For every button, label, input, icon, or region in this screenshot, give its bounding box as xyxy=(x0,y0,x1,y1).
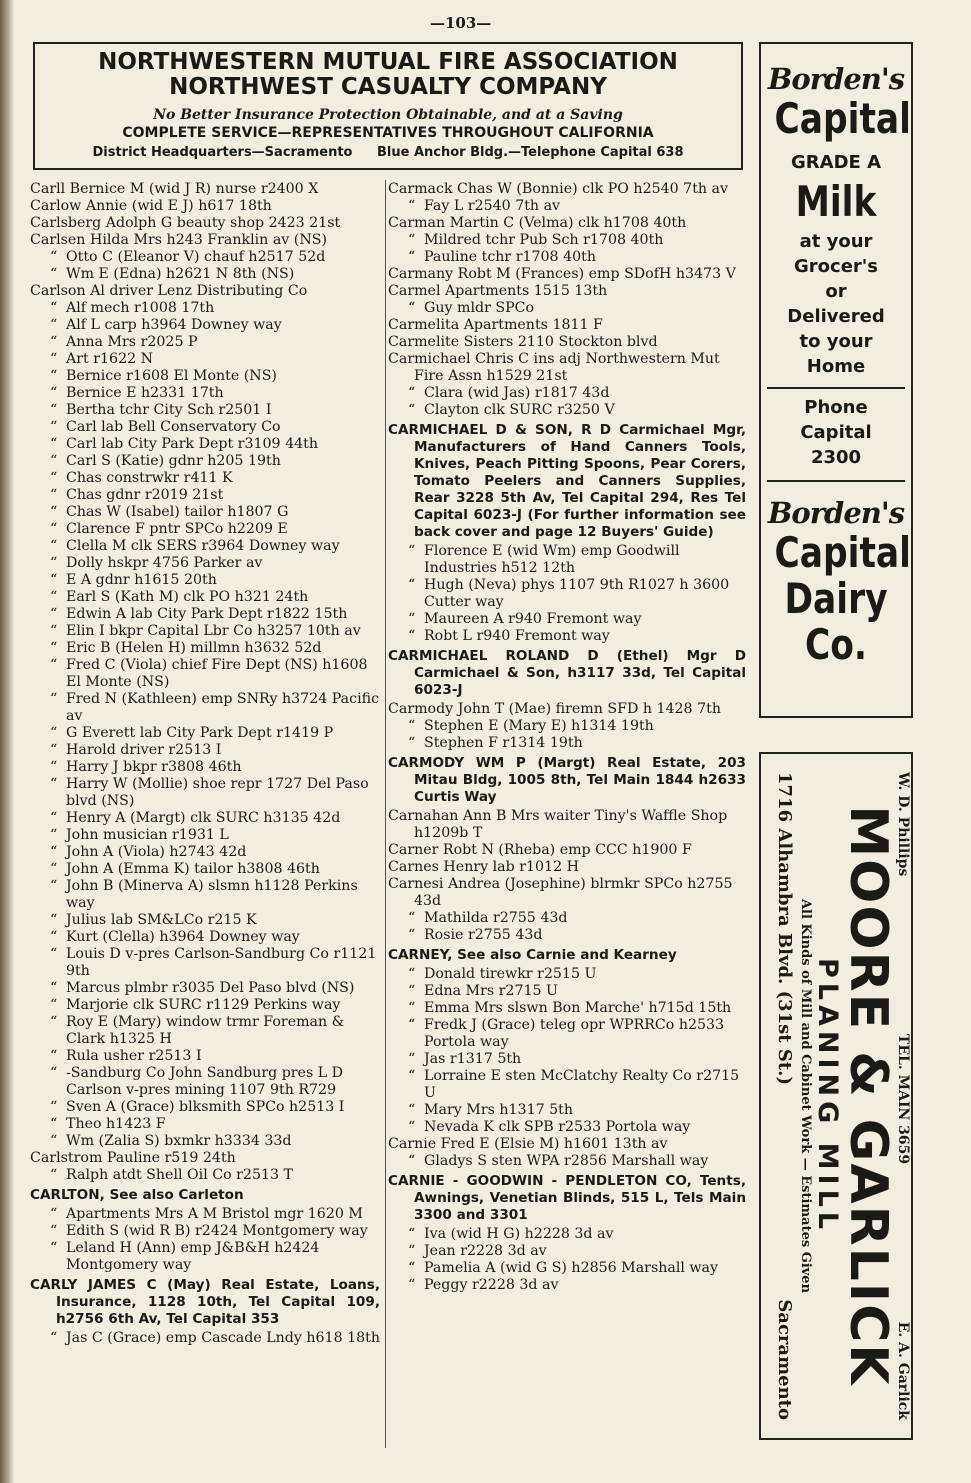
directory-entry: “ Apartments Mrs A M Bristol mgr 1620 M xyxy=(30,1206,380,1223)
directory-entry: “ Donald tirewkr r2515 U xyxy=(388,966,746,983)
moore-garlick-advertisement xyxy=(759,752,913,1440)
directory-entry: “ Fredk J (Grace) teleg opr WPRRCo h2533 Portola way xyxy=(388,1017,746,1051)
directory-entry: “ Stephen F r1314 19th xyxy=(388,735,746,752)
directory-entry: “ Sven A (Grace) blksmith SPCo h2513 I xyxy=(30,1099,380,1116)
milk-word: Milk xyxy=(795,177,877,226)
header-ad-office: Blue Anchor Bldg.—Telephone Capital 638 xyxy=(377,145,684,160)
directory-entry: “ Bertha tchr City Sch r2501 I xyxy=(30,402,380,419)
directory-entry: Carlow Annie (wid E J) h617 18th xyxy=(30,198,272,214)
header-ad-tagline: No Better Insurance Protection Obtainable, and at a Saving xyxy=(153,107,623,123)
directory-entry: “ Alf L carp h3964 Downey way xyxy=(30,317,380,334)
directory-entry: “ Kurt (Clella) h3964 Downey way xyxy=(30,929,380,946)
directory-entry: “ Florence E (wid Wm) emp Goodwill Industries h512 12th xyxy=(388,543,746,577)
header-ad-service: COMPLETE SERVICE—REPRESENTATIVES THROUGHOUT CALIFORNIA xyxy=(122,125,654,141)
directory-entry: CARLTON, See also Carleton xyxy=(30,1187,244,1203)
directory-entry: “ Leland H (Ann) emp J&B&H h2424 Montgomery way xyxy=(30,1240,380,1274)
directory-entry: “ John A (Viola) h2743 42d xyxy=(30,844,380,861)
ad-separator xyxy=(767,387,905,389)
directory-entry: “ Bernice r1608 El Monte (NS) xyxy=(30,368,380,385)
directory-entry: “ Chas W (Isabel) tailor h1807 G xyxy=(30,504,380,521)
directory-entry: “ Marcus plmbr r3035 Del Paso blvd (NS) xyxy=(30,980,380,997)
directory-entry: Carll Bernice M (wid J R) nurse r2400 X xyxy=(30,181,319,197)
directory-entry: Carmelita Apartments 1811 F xyxy=(388,317,603,333)
directory-entry: “ Clarence F pntr SPCo h2209 E xyxy=(30,521,380,538)
or-text: or xyxy=(825,281,847,302)
column-divider xyxy=(385,180,386,1448)
directory-entry: Carlstrom Pauline r519 24th xyxy=(30,1150,236,1166)
moore-garlick-name: MOORE & GARLICK xyxy=(838,805,898,1387)
grocers-text: Grocer's xyxy=(794,256,878,277)
directory-entry: “ Clella M clk SERS r3964 Downey way xyxy=(30,538,380,555)
directory-entry: “ Marjorie clk SURC r1129 Perkins way xyxy=(30,997,380,1014)
directory-entry: CARLY JAMES C (May) Real Estate, Loans, Insurance, 1128 10th, Tel Capital 109, h2756 6th Av, Tel Capital 353 xyxy=(30,1277,380,1327)
ad-separator xyxy=(767,480,905,482)
page-binding-edge xyxy=(0,0,14,1483)
directory-entry: “ Iva (wid H G) h2228 3d av xyxy=(388,1226,746,1243)
directory-entry: “ Guy mldr SPCo xyxy=(388,300,746,317)
directory-entry: “ Harry W (Mollie) shoe repr 1727 Del Paso blvd (NS) xyxy=(30,776,380,810)
directory-entry: “ Clara (wid Jas) r1817 43d xyxy=(388,385,746,402)
directory-entry: CARMICHAEL ROLAND D (Ethel) Mgr D Carmichael & Son, h3117 33d, Tel Capital 6023-J xyxy=(388,648,746,698)
directory-entry: Carmany Robt M (Frances) emp SDofH h3473 V xyxy=(388,266,736,282)
directory-entry: Carmel Apartments 1515 13th xyxy=(388,283,608,299)
directory-entry: “ Rula usher r2513 I xyxy=(30,1048,380,1065)
directory-entry: “ Emma Mrs slswn Bon Marche' h715d 15th xyxy=(388,1000,746,1017)
directory-entry: “ Bernice E h2331 17th xyxy=(30,385,380,402)
at-your-text: at your xyxy=(799,231,873,252)
directory-entry: Carlsberg Adolph G beauty shop 2423 21st xyxy=(30,215,341,231)
directory-entry: “ Fred C (Viola) chief Fire Dept (NS) h1608 El Monte (NS) xyxy=(30,657,380,691)
directory-entry: CARNIE - GOODWIN - PENDLETON CO, Tents, Awnings, Venetian Blinds, 515 L, Tels Main 3300 and 3301 xyxy=(388,1173,746,1223)
directory-entry: “ Jean r2228 3d av xyxy=(388,1243,746,1260)
moore-city: Sacramento xyxy=(774,1299,795,1420)
directory-entry: “ John B (Minerva A) slsmn h1128 Perkins way xyxy=(30,878,380,912)
directory-entry: Carmody John T (Mae) firemn SFD h 1428 7th xyxy=(388,701,721,717)
directory-entry: “ Nevada K clk SPB r2533 Portola way xyxy=(388,1119,746,1136)
directory-entry: “ Eric B (Helen H) millmn h3632 52d xyxy=(30,640,380,657)
directory-entry: “ Fay L r2540 7th av xyxy=(388,198,746,215)
directory-entry: Carnes Henry lab r1012 H xyxy=(388,859,579,875)
directory-entry: “ John A (Emma K) tailor h3808 46th xyxy=(30,861,380,878)
directory-entry: Carnie Fred E (Elsie M) h1601 13th av xyxy=(388,1136,668,1152)
directory-entry: Carnahan Ann B Mrs waiter Tiny's Waffle Shop h1209b T xyxy=(388,808,728,841)
phone-label: Phone xyxy=(804,397,868,418)
directory-entry: “ Carl lab City Park Dept r3109 44th xyxy=(30,436,380,453)
phone-number: 2300 xyxy=(810,447,862,468)
header-ad-title: NORTHWESTERN MUTUAL FIRE ASSOCIATION xyxy=(98,49,678,75)
directory-entry: “ Jas r1317 5th xyxy=(388,1051,746,1068)
directory-entry: “ Theo h1423 F xyxy=(30,1116,380,1133)
phone-exchange: Capital xyxy=(800,422,872,443)
directory-entry: “ Rosie r2755 43d xyxy=(388,927,746,944)
directory-entry: “ Chas constrwkr r411 K xyxy=(30,470,380,487)
directory-entry: “ Roy E (Mary) window trmr Foreman & Clark h1325 H xyxy=(30,1014,380,1048)
tel-main: TEL. MAIN 3659 xyxy=(895,1033,911,1165)
moore-address: 1716 Alhambra Blvd. (31st St.) xyxy=(774,772,795,1085)
to-your-text: to your xyxy=(799,331,873,352)
directory-entry: “ Wm (Zalia S) bxmkr h3334 33d xyxy=(30,1133,380,1150)
directory-entry: “ Gladys S sten WPA r2856 Marshall way xyxy=(388,1153,746,1170)
directory-entry: “ Fred N (Kathleen) emp SNRy h3724 Pacific av xyxy=(30,691,380,725)
delivered-text: Delivered xyxy=(787,306,885,327)
page-number: —103— xyxy=(430,14,492,32)
grade-a-label: GRADE A xyxy=(791,152,881,173)
bordens-brand-bottom: Borden's xyxy=(767,496,905,530)
directory-entry: Carlsen Hilda Mrs h243 Franklin av (NS) xyxy=(30,232,328,248)
directory-entry: “ Chas gdnr r2019 21st xyxy=(30,487,380,504)
dairy-word: Dairy xyxy=(784,574,888,623)
directory-column-left xyxy=(30,181,380,1347)
moore-bottom-line xyxy=(774,766,795,1426)
owner-phillips: W. D. Phillips xyxy=(895,772,911,877)
header-ad-district-line xyxy=(35,144,741,161)
directory-entry: “ E A gdnr h1615 20th xyxy=(30,572,380,589)
bordens-brand-top: Borden's xyxy=(767,62,905,96)
directory-entry: “ John musician r1931 L xyxy=(30,827,380,844)
directory-entry: “ Alf mech r1008 17th xyxy=(30,300,380,317)
directory-entry: “ Carl lab Bell Conservatory Co xyxy=(30,419,380,436)
directory-entry: “ Mathilda r2755 43d xyxy=(388,910,746,927)
directory-entry: “ Lorraine E sten McClatchy Realty Co r2715 U xyxy=(388,1068,746,1102)
directory-entry: “ Pauline tchr r1708 40th xyxy=(388,249,746,266)
header-advertisement xyxy=(33,42,743,170)
directory-entry: “ Mildred tchr Pub Sch r1708 40th xyxy=(388,232,746,249)
directory-entry: “ Elin I bkpr Capital Lbr Co h3257 10th av xyxy=(30,623,380,640)
directory-entry: “ Dolly hskpr 4756 Parker av xyxy=(30,555,380,572)
directory-entry: Carman Martin C (Velma) clk h1708 40th xyxy=(388,215,687,231)
directory-entry: “ Henry A (Margt) clk SURC h3135 42d xyxy=(30,810,380,827)
owner-garlick: E. A. Garlick xyxy=(895,1321,911,1420)
directory-entry: “ Art r1622 N xyxy=(30,351,380,368)
planing-mill: PLANING MILL xyxy=(812,957,843,1234)
directory-entry: “ Wm E (Edna) h2621 N 8th (NS) xyxy=(30,266,380,283)
directory-entry: “ Mary Mrs h1317 5th xyxy=(388,1102,746,1119)
directory-entry: “ Ralph atdt Shell Oil Co r2513 T xyxy=(30,1167,380,1184)
header-ad-district: District Headquarters—Sacramento xyxy=(92,145,353,160)
directory-entry: “ Edwin A lab City Park Dept r1822 15th xyxy=(30,606,380,623)
directory-entry: “ Maureen A r940 Fremont way xyxy=(388,611,746,628)
directory-entry: “ Hugh (Neva) phys 1107 9th R1027 h 3600 Cutter way xyxy=(388,577,746,611)
directory-entry: “ Louis D v-pres Carlson-Sandburg Co r1121 9th xyxy=(30,946,380,980)
directory-entry: “ Julius lab SM&LCo r215 K xyxy=(30,912,380,929)
directory-entry: “ Robt L r940 Fremont way xyxy=(388,628,746,645)
directory-entry: CARMICHAEL D & SON, R D Carmichael Mgr, Manufacturers of Hand Canners Tools, Knives, Peach Pitting Spoons, Pear Corers, Tomato Peelers and Canners Supplies, Rear 3228 5th Av, Tel Capital 294, Res Tel Capital 6023-J (For further information see back cover and page 12 Buyers' Guide) xyxy=(388,422,746,540)
directory-entry: “ Anna Mrs r2025 P xyxy=(30,334,380,351)
directory-entry: “ -Sandburg Co John Sandburg pres L D Carlson v-pres mining 1107 9th R729 xyxy=(30,1065,380,1099)
mill-work-description: All Kinds of Mill and Cabinet Work — Estimates Given xyxy=(798,898,813,1294)
directory-entry: “ Clayton clk SURC r3250 V xyxy=(388,402,746,419)
directory-entry: “ Harold driver r2513 I xyxy=(30,742,380,759)
capital-word-top: Capital xyxy=(774,94,911,143)
directory-entry: “ Pamelia A (wid G S) h2856 Marshall way xyxy=(388,1260,746,1277)
bordens-advertisement xyxy=(759,42,913,718)
directory-entry: CARMODY WM P (Margt) Real Estate, 203 Mitau Bldg, 1005 8th, Tel Main 1844 h2633 Curtis Way xyxy=(388,755,746,805)
directory-entry: “ Stephen E (Mary E) h1314 19th xyxy=(388,718,746,735)
directory-entry: “ Carl S (Katie) gdnr h205 19th xyxy=(30,453,380,470)
directory-entry: “ G Everett lab City Park Dept r1419 P xyxy=(30,725,380,742)
home-text: Home xyxy=(806,356,866,377)
directory-entry: Carmichael Chris C ins adj Northwestern Mut Fire Assn h1529 21st xyxy=(388,351,720,384)
directory-entry: “ Edna Mrs r2715 U xyxy=(388,983,746,1000)
directory-entry: Carlson Al driver Lenz Distributing Co xyxy=(30,283,308,299)
header-ad-subtitle: NORTHWEST CASUALTY COMPANY xyxy=(169,74,607,100)
directory-entry: “ Earl S (Kath M) clk PO h321 24th xyxy=(30,589,380,606)
directory-entry: Carnesi Andrea (Josephine) blrmkr SPCo h2755 43d xyxy=(388,876,733,909)
directory-entry: “ Harry J bkpr r3808 46th xyxy=(30,759,380,776)
directory-entry: “ Edith S (wid R B) r2424 Montgomery way xyxy=(30,1223,380,1240)
directory-entry: “ Jas C (Grace) emp Cascade Lndy h618 18th xyxy=(30,1330,380,1347)
directory-entry: CARNEY, See also Carnie and Kearney xyxy=(388,947,677,963)
capital-word-bottom: Capital xyxy=(774,528,911,577)
directory-entry: Carmack Chas W (Bonnie) clk PO h2540 7th av xyxy=(388,181,729,197)
co-word: Co. xyxy=(804,620,868,669)
directory-entry: “ Otto C (Eleanor V) chauf h2517 52d xyxy=(30,249,380,266)
directory-entry: Carmelite Sisters 2110 Stockton blvd xyxy=(388,334,658,350)
directory-entry: Carner Robt N (Rheba) emp CCC h1900 F xyxy=(388,842,692,858)
directory-entry: “ Peggy r2228 3d av xyxy=(388,1277,746,1294)
moore-garlick-rotated-content xyxy=(761,766,911,1426)
directory-column-right xyxy=(388,181,746,1294)
